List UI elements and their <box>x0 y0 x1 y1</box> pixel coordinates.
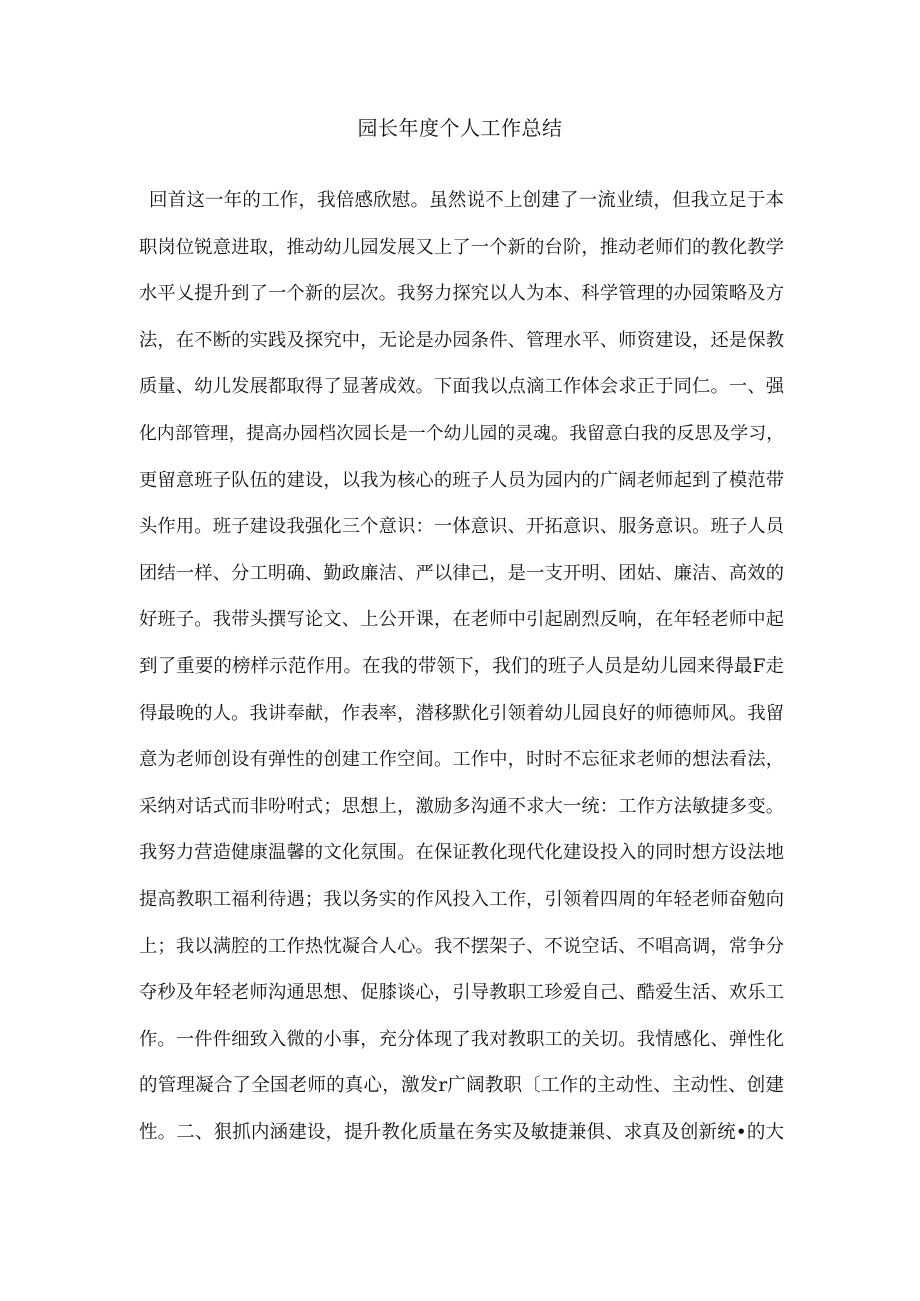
paragraph-line: 意为老师创设有弹性的创建工作空间。工作中，时时不忘征求老师的想法看法， <box>139 749 784 771</box>
paragraph-line: 到了重要的榜样示范作用。在我的带领下，我们的班子人员是幼儿园来得最F走 <box>139 655 784 677</box>
paragraph-line: 采纳对话式而非吩咐式；思想上，激励多沟通不求大一统：工作方法敏捷多变。 <box>139 795 784 817</box>
document-title: 园长年度个人工作总结 <box>357 116 563 140</box>
paragraph-line: 作。一件件细致入微的小事，充分体现了我对教职工的关切。我情感化、弹性化 <box>139 1028 784 1050</box>
paragraph-line: 头作用。班子建设我强化三个意识：一体意识、开拓意识、服务意识。班子人员 <box>139 516 784 538</box>
paragraph-line: 水平乂提升到了一个新的层次。我努力探究以人为本、科学管理的办园策略及方 <box>139 283 784 305</box>
paragraph-line: 上；我以满腔的工作热忱凝合人心。我不摆架子、不说空话、不唱高调，常争分 <box>139 935 784 957</box>
paragraph-line: 性。二、狠抓内涵建设，提升教化质量在务实及敏捷兼俱、求真及创新统•的大 <box>139 1121 784 1143</box>
paragraph-line: 更留意班子队伍的建设，以我为核心的班子人员为园内的广阔老师起到了模范带 <box>139 469 784 491</box>
paragraph-line: 提高教职工福利待遇；我以务实的作风投入工作，引领着四周的年轻老师奋勉向 <box>139 888 784 910</box>
paragraph-line: 夺秒及年轻老师沟通思想、促膝谈心，引导教职工珍爱自己、酷爱生活、欢乐工 <box>139 982 784 1004</box>
paragraph-line: 好班子。我带头撰写论文、上公开课，在老师中引起剧烈反响，在年轻老师中起 <box>139 609 784 631</box>
paragraph-line: 化内部管理，提高办园档次园长是一个幼儿园的灵魂。我留意白我的反思及学习， <box>139 423 784 444</box>
document-body <box>139 178 784 1156</box>
paragraph-line: 法，在不断的实践及探究中，无论是办园条件、管理水平、师资建设，还是保教 <box>139 329 784 351</box>
paragraph-line: 得最晚的人。我讲奉献，作表率，潜移默化引领着幼儿园良好的师德师风。我留 <box>139 702 784 724</box>
paragraph-line: 职岗位锐意进取，推动幼儿园发展又上了一个新的台阶，推动老师们的教化教学 <box>139 236 784 258</box>
paragraph-line: 我努力营造健康温馨的文化氛围。在保证教化现代化建设投入的同时想方设法地 <box>139 842 784 864</box>
paragraph-line: 质量、幼儿发展都取得了显著成效。下面我以点滴工作体会求正于同仁。一、强 <box>139 376 784 398</box>
paragraph-line: 团结一样、分工明确、勤政廉洁、严以律己，是一支开明、团姑、廉洁、高效的 <box>139 562 784 584</box>
paragraph-line: 回首这一年的工作，我倍感欣慰。虽然说不上创建了一流业绩，但我立足于本 <box>149 190 784 211</box>
paragraph-line: 的管理凝合了全国老师的真心，激发r广阔教职〔工作的主动性、主动性、创建 <box>139 1075 784 1097</box>
